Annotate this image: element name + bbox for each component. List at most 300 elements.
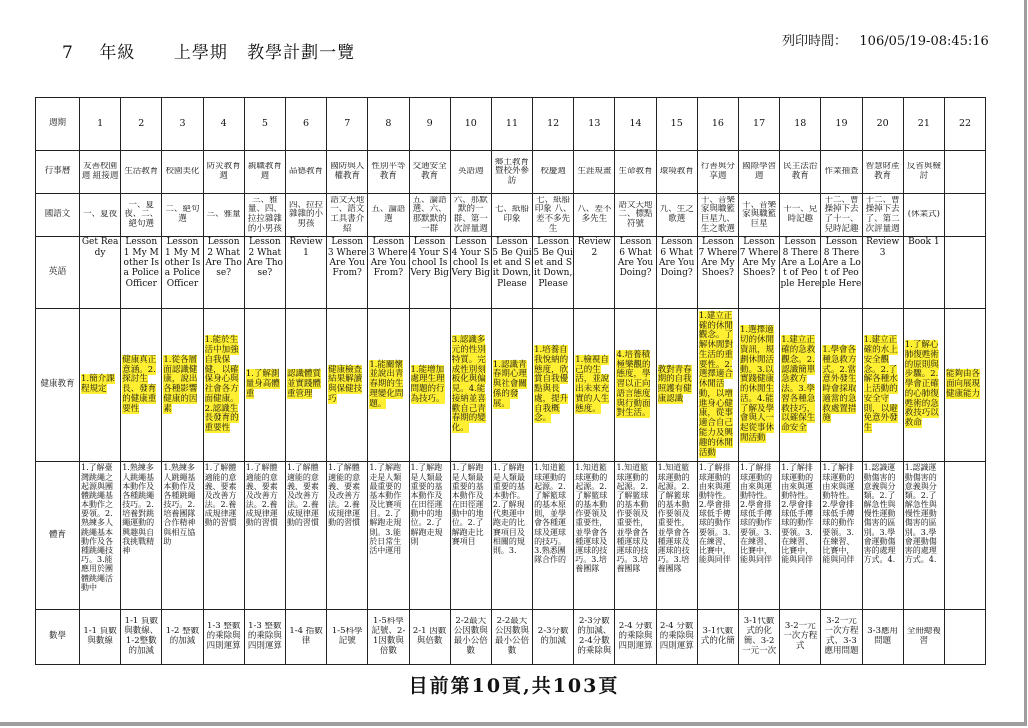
cell-text: 18	[794, 118, 807, 129]
table-cell	[491, 308, 532, 462]
table-cell	[409, 194, 450, 237]
cell-text: 九、生之歌選	[659, 205, 694, 225]
table-cell	[121, 237, 162, 309]
table-cell	[327, 151, 368, 194]
cell-text: 1.了解體適能的意義、要素及改善方法。2.養成規律運動的習慣	[286, 463, 319, 528]
cell-text: 1.從各層面認識健康，說出各種影響健康的因素	[163, 354, 198, 414]
table-cell	[862, 151, 903, 194]
cell-text: Lesson 4 Your School Is Very Big	[410, 237, 449, 279]
cell-text: 1.了解臺灣跳繩之起源與團體跳繩基本動作之要領。2.熟練多人跳繩基本動作及各種跳繩技巧。3.能應用於團體跳繩活動中	[81, 463, 113, 592]
table-cell	[656, 194, 697, 237]
table-cell	[697, 308, 738, 462]
table-row-week	[36, 98, 986, 151]
table-cell	[944, 98, 985, 151]
table-cell	[780, 98, 821, 151]
table-row-chin	[36, 194, 986, 237]
cell-text: 1	[97, 118, 104, 129]
cell-text: 8	[385, 118, 392, 129]
cell-text: 3	[179, 118, 186, 129]
table-cell	[121, 98, 162, 151]
row-label: 英語	[36, 237, 80, 309]
table-cell	[697, 462, 738, 609]
table-cell	[944, 308, 985, 462]
cell-text: 十、音樂家與職籃巨星九、生之歌選	[700, 195, 735, 234]
table-cell	[285, 98, 326, 151]
cell-text: 生涯規畫	[577, 167, 612, 177]
table-cell	[450, 237, 491, 309]
table-cell	[903, 98, 944, 151]
table-cell	[739, 308, 780, 462]
cell-text: 11	[505, 118, 519, 129]
table-cell	[739, 462, 780, 609]
table-cell	[80, 98, 121, 151]
table-cell	[697, 194, 738, 237]
cell-text: Lesson 7 Where Are My Shoes?	[739, 237, 779, 279]
cell-text: 1.了解排球運動的由來與運動特性。2.學會排球低手傳球的動作要領。3.在練習、比賽中，能與同伴	[822, 463, 855, 565]
row-label: 健康教育	[36, 308, 80, 462]
cell-text: 1.培養自我悅納的態度，欣賞自我優點與長處，提升自我概念。	[534, 345, 569, 424]
cell-text: 校慶週	[540, 167, 566, 177]
cell-text: 19	[835, 118, 848, 129]
table-cell	[533, 462, 574, 609]
table-cell	[80, 237, 121, 309]
table-cell	[203, 98, 244, 151]
cell-text: 7	[344, 118, 351, 129]
cell-text: 9	[426, 118, 433, 129]
cell-text: 2	[138, 118, 145, 129]
table-row-pe	[36, 462, 986, 609]
table-cell	[244, 237, 285, 309]
table-cell	[821, 98, 862, 151]
cell-text: 3-3應用問題	[867, 627, 898, 646]
cell-text: Lesson 8 There Are a Lot of People Here	[780, 237, 821, 289]
cell-text: 1.了解跑走是人類最重要的基本動作及比賽項目。2.了解跑走規則。3.能於日常生活中運用	[369, 463, 402, 556]
cell-text: 二、絕句選	[165, 205, 200, 225]
cell-text: 三、雅量、四、拉拉雜雜的小男孩	[247, 195, 282, 234]
cell-text: 五、論語選、六、那默默的一群	[412, 195, 447, 234]
cell-text: 親職教育週	[247, 162, 282, 182]
table-cell	[739, 98, 780, 151]
cell-text: 13	[588, 118, 601, 129]
table-cell	[491, 151, 532, 194]
cell-text: 1-5科學記號	[331, 627, 363, 646]
cell-text: 生命教育	[618, 167, 653, 177]
table-cell	[656, 151, 697, 194]
table-cell	[944, 462, 985, 609]
table-cell	[944, 194, 985, 237]
table-cell	[162, 462, 203, 609]
cell-text: 1.了解體適能的意義、要素及改善方法。2.養成規律運動的習慣	[245, 463, 278, 528]
cell-text: Lesson 5 Be Quiet and Sit Down, Please	[492, 237, 532, 289]
cell-text: 21	[917, 118, 930, 129]
cell-text: Review 2	[577, 237, 611, 258]
table-cell	[368, 462, 409, 609]
table-cell	[862, 98, 903, 151]
cell-text: 16	[711, 118, 724, 129]
table-cell	[821, 151, 862, 194]
cell-text: 七、紙船印象 八、差不多先生	[534, 195, 572, 234]
table-cell	[944, 609, 985, 664]
table-cell	[574, 308, 615, 462]
cell-text: 1-3 整數的乘除與四則運算	[247, 622, 282, 651]
table-cell	[409, 237, 450, 309]
cell-text: 1.了解排球運動的由來與運動特性。2.學會排球低手傳球的動作要領。3.在練習、比賽中，能與同伴	[698, 463, 731, 565]
table-cell	[244, 98, 285, 151]
table-cell	[121, 462, 162, 609]
table-cell	[615, 308, 656, 462]
cell-text: Lesson 3 Where Are You From?	[327, 237, 367, 279]
cell-text: 1.了解排球運動的由來與運動特性。2.學會排球低手傳球的動作要領。3.在練習、比賽中，能與同伴	[740, 463, 772, 565]
cell-text: 2-4 分數的乘除與四則運算	[618, 622, 653, 651]
cell-text: Lesson 7 Where Are My Shoes?	[698, 237, 738, 279]
table-cell	[780, 308, 821, 462]
cell-text: 1.熟練多人跳繩基本動作及各種跳繩技巧。2.培養團隊合作精神與相互協助	[163, 463, 196, 546]
cell-text: 1.認識運動傷害的意義與分類。2.了解急性與慢性運動傷害的區別。3.學會運動傷害的處理方式。4.	[904, 463, 937, 565]
table-cell	[739, 151, 780, 194]
table-cell	[409, 609, 450, 664]
table-cell	[203, 151, 244, 194]
cell-text: Lesson 8 There Are a Lot of People Here	[821, 237, 862, 289]
table-cell	[533, 237, 574, 309]
cell-text: 1-5科學記號、2-1因數與倍數	[371, 617, 406, 656]
cell-text: 4.培養積極樂觀的態度，學習以正向語言態度與行動面對生活。	[616, 349, 651, 419]
cell-text: 6	[303, 118, 310, 129]
table-cell	[656, 237, 697, 309]
table-cell	[862, 609, 903, 664]
cell-text: 1-3 整數的乘除與四則運算	[206, 622, 241, 651]
table-cell	[656, 308, 697, 462]
table-cell	[821, 308, 862, 462]
cell-text: 1.知道籃球運動的起源。2.了解籃球的基本動作要領及重要性，並學會各種運球及運球的技巧。3.培養團隊	[616, 463, 649, 574]
cell-text: 六、那默默的一群、第一次評量週	[453, 195, 488, 234]
cell-text: 行善與分享週	[700, 162, 735, 182]
table-cell	[409, 462, 450, 609]
table-cell	[821, 609, 862, 664]
cell-text: Review 3	[866, 237, 900, 258]
table-cell	[533, 151, 574, 194]
cell-text: 十一、兒時記趣	[783, 205, 818, 225]
table-cell	[368, 98, 409, 151]
cell-text: 校園美化	[165, 167, 200, 177]
cell-text: Lesson 3 Where Are You From?	[369, 237, 408, 279]
row-label: 國語文	[36, 194, 80, 237]
table-cell	[903, 308, 944, 462]
table-cell	[533, 308, 574, 462]
table-cell	[491, 194, 532, 237]
cell-text: 1.認識青春期心理與社會關係的發展。	[492, 359, 527, 409]
table-cell	[491, 609, 532, 664]
table-cell	[697, 237, 738, 309]
cell-text: 一、夏夜	[83, 210, 118, 220]
cell-text: 20	[876, 118, 889, 129]
cell-text: 14	[629, 118, 642, 129]
table-cell	[780, 237, 821, 309]
cell-text: Book 1	[908, 237, 940, 248]
cell-text: 健康檢查結果解讀與保健技巧	[328, 364, 363, 404]
table-cell	[162, 308, 203, 462]
page-counter: 目前第10頁,共103頁	[408, 675, 620, 697]
table-cell	[162, 609, 203, 664]
table-cell	[450, 462, 491, 609]
table-cell	[533, 98, 574, 151]
cell-text: 一、夏夜、二、絕句選	[124, 200, 159, 230]
cell-text: 作業抽查	[824, 167, 859, 177]
table-row-math	[36, 609, 986, 664]
table-cell	[739, 194, 780, 237]
cell-text: 性別平等教育	[371, 162, 406, 182]
cell-text: 反省與檢討	[906, 162, 941, 182]
cell-text: Lesson 6 What Are You Doing?	[617, 237, 654, 279]
table-cell	[80, 609, 121, 664]
table-cell	[697, 151, 738, 194]
table-row-eng	[36, 237, 986, 309]
cell-text: 三、雅量	[206, 210, 241, 220]
cell-text: 1.了解體適能的意義、要素及改善方法。2.養成規律運動的習慣	[204, 463, 237, 528]
cell-text: 1.建立正確的急救觀念。2.認識簡單急救方法。3.學習各種急救技巧，以確保生命安全	[781, 335, 816, 434]
table-cell	[368, 609, 409, 664]
cell-text: Review 1	[289, 237, 323, 258]
cell-text: 1-1 負數與數線、1-2整數的加減	[124, 617, 159, 656]
table-cell	[780, 609, 821, 664]
table-cell	[491, 98, 532, 151]
table-cell	[656, 609, 697, 664]
cell-text: (休業式)	[907, 210, 940, 220]
table-cell	[285, 237, 326, 309]
table-cell	[615, 151, 656, 194]
table-cell	[491, 237, 532, 309]
table-cell	[203, 237, 244, 309]
cell-text: 1-1 負數與數線	[83, 627, 117, 646]
cell-text: 2-4 分數的乘除與四則運算	[659, 622, 694, 651]
cell-text: Lesson 1 My Mother Is a Police Officer	[123, 237, 160, 289]
row-label: 體育	[36, 462, 80, 609]
table-cell	[780, 462, 821, 609]
table-cell	[903, 237, 944, 309]
cell-text: 民主法治教育	[783, 162, 818, 182]
table-cell	[656, 98, 697, 151]
table-cell	[285, 308, 326, 462]
cell-text: 1.簡介課程規定	[81, 374, 115, 395]
cell-text: 環境教育	[659, 167, 694, 177]
table-cell	[327, 237, 368, 309]
cell-text: 1.知道籃球運動的起源。2.了解籃球的基本原則，並學會各種運球及運球的技巧。3.熟悉團隊合作的	[534, 463, 567, 565]
cell-text: 2-2最大公因數與最小公倍數	[494, 617, 529, 656]
cell-text: 3-2一元一次方程式	[783, 622, 818, 651]
table-cell	[533, 609, 574, 664]
table-cell	[244, 609, 285, 664]
cell-text: 國防與人權教育	[330, 162, 365, 182]
cell-text: 1-2 整數的加減	[165, 627, 200, 646]
table-row-event	[36, 151, 986, 194]
table-cell	[409, 308, 450, 462]
table-cell	[574, 194, 615, 237]
table-cell	[368, 151, 409, 194]
table-cell	[574, 151, 615, 194]
table-cell	[780, 151, 821, 194]
table-cell	[862, 308, 903, 462]
cell-text: 1.學會各種急救方式。2.當意外發生時會採取適當的急救處置措施	[822, 345, 857, 424]
table-cell	[368, 194, 409, 237]
table-cell	[121, 308, 162, 462]
table-cell	[903, 609, 944, 664]
table-cell	[491, 462, 532, 609]
table-cell	[162, 194, 203, 237]
page-title: 7 年級 上學期 教學計劃一覽	[62, 43, 356, 63]
table-cell	[450, 609, 491, 664]
cell-text: Lesson 1 My Mother Is a Police Officer	[164, 237, 201, 289]
table-cell	[285, 151, 326, 194]
table-cell	[203, 194, 244, 237]
table-cell	[574, 462, 615, 609]
print-timestamp: 列印時間： 106/05/19-08:45:16	[782, 34, 989, 49]
table-row-health	[36, 308, 986, 462]
cell-text: 1.建立正確的水上安全觀念。2.了解各種水上活動的安全守則，以避免意外發生	[863, 335, 898, 434]
table-cell	[327, 194, 368, 237]
table-cell	[368, 237, 409, 309]
cell-text: Lesson 2 What Are Those?	[246, 237, 283, 279]
table-cell	[203, 308, 244, 462]
cell-text: Get Ready	[81, 237, 119, 258]
table-cell	[80, 194, 121, 237]
cell-text: 英語週	[458, 167, 484, 177]
cell-text: 國際學習週	[742, 162, 777, 182]
cell-text: 15	[670, 118, 683, 129]
table-cell	[697, 609, 738, 664]
table-cell	[121, 194, 162, 237]
cell-text: 七、紙船印象	[494, 205, 529, 225]
cell-text: 2-3分數的加減	[537, 627, 569, 646]
cell-text: 1.選擇適切的休閒資訊，規劃休閒活動。3.以實踐健康的休閒生活。4.能了解及學會與人一起從事休閒活動	[740, 325, 775, 443]
cell-text: 1.知道籃球運動的起源。2.了解籃球的基本動作要領及重要性，並學會各種運球及運球的技巧。3.培養團隊	[657, 463, 690, 574]
cell-text: 語文天地二、標點符號	[618, 200, 653, 230]
cell-text: 語文天地一、語文工具書介紹	[330, 195, 365, 234]
table-cell	[244, 462, 285, 609]
cell-text: 教對青春期的自我照護有健康認識	[657, 364, 692, 404]
table-cell	[162, 237, 203, 309]
cell-text: 3-1代數式的化簡	[700, 627, 735, 646]
table-cell	[162, 151, 203, 194]
cell-text: 1.了解跑是人類最重要的基本動作及在田徑運動中的地位。2.了解跑走比賽項目	[451, 463, 484, 546]
table-cell	[615, 194, 656, 237]
table-cell	[285, 462, 326, 609]
cell-text: 2-3分數的加減、2-4分數的乘除與	[577, 617, 612, 656]
cell-text: 認識體質並實踐體重管理	[286, 369, 321, 399]
cell-text: 1.能關懷並說出青春期的生理變化問題。	[369, 359, 404, 409]
cell-text: 2-2最大公因數與最小公倍數	[453, 617, 488, 656]
row-label: 數學	[36, 609, 80, 664]
cell-text: 12	[547, 118, 560, 129]
cell-text: 2-1 因數與倍數	[412, 627, 447, 646]
cell-text: 1.認識運動傷害的意義與分類。2.了解急性與慢性運動傷害的區別。3.學會運動傷害的處理方式。4.	[863, 463, 896, 565]
cell-text: 1.熟練多人跳繩基本動作及各種跳繩技巧。2.培養對跳繩運動的興趣與自我挑戰精神	[122, 463, 155, 556]
table-cell	[903, 151, 944, 194]
table-cell	[574, 609, 615, 664]
table-cell	[80, 151, 121, 194]
cell-text: 防災教育週	[206, 162, 241, 182]
cell-text: 4	[220, 118, 227, 129]
cell-text: 22	[958, 118, 972, 129]
cell-text: Lesson 6 What Are You Doing?	[659, 237, 695, 279]
cell-text: 10	[464, 118, 477, 129]
table-cell	[203, 609, 244, 664]
cell-text: 17	[753, 118, 766, 129]
table-cell	[697, 98, 738, 151]
cell-text: 能夠由各面向展現健康能力	[945, 369, 980, 399]
table-cell	[162, 98, 203, 151]
table-cell	[862, 462, 903, 609]
cell-text: 3-2一元一次方程式、3-3應用問題	[824, 617, 859, 656]
table-cell	[862, 194, 903, 237]
cell-text: 1.能增加處理生理問題的行為技巧。	[410, 364, 445, 404]
cell-text: 十二、曹操掉下去了十一、兒時記趣	[824, 195, 859, 234]
table-cell	[450, 98, 491, 151]
teaching-plan-table	[35, 97, 986, 665]
cell-text: Lesson 5 Be Quiet and Sit Down, Please	[533, 237, 573, 289]
table-cell	[327, 609, 368, 664]
cell-text: 5	[261, 118, 268, 129]
cell-text: 全冊總複習	[906, 627, 941, 646]
cell-text: 1.檢視自己的生活，並說出未來充實的人生態度。	[575, 354, 610, 414]
cell-text: 1.了解排球運動的由來與運動特性。2.學會排球低手傳球的動作要領。3.在練習、比賽中，能與同伴	[781, 463, 814, 565]
table-cell	[244, 194, 285, 237]
table-cell	[244, 308, 285, 462]
table-cell	[409, 151, 450, 194]
table-cell	[615, 609, 656, 664]
cell-text: 3-1代數式的化簡、3-2一元一次	[742, 617, 777, 656]
table-cell	[121, 609, 162, 664]
cell-text: 1.建立正確的休閒觀念。了解休閒對生活的重要性。2.選擇適合休閒活動，以增進身心健康，從事適合自己能力及興趣的休閒活動	[698, 310, 733, 458]
cell-text: 1-4 指數律	[289, 627, 323, 646]
cell-text: Lesson 2 What Are Those?	[205, 237, 242, 279]
cell-text: 1.了解體適能的意義、要素及改善方法。2.養成規律運動的習慣	[328, 463, 361, 528]
table-cell	[327, 308, 368, 462]
cell-text: 生活教育	[124, 167, 159, 177]
table-cell	[327, 462, 368, 609]
cell-text: 1.了解跑是人類最重要的基本動作及在田徑運動中的地位。2.了解跑走規則	[410, 463, 443, 546]
cell-text: 友善校園週 組接週	[81, 162, 119, 182]
table-cell	[821, 462, 862, 609]
table-cell	[656, 462, 697, 609]
table-cell	[80, 462, 121, 609]
cell-text: 鄉土教育暨校外參訪	[494, 157, 529, 187]
cell-text: 1.了解跑是人類最重要的基本動作。2.了解現代奧運中跑走的比賽項目及相關的規則。3.	[492, 463, 525, 556]
table-cell	[285, 194, 326, 237]
table-cell	[368, 308, 409, 462]
table-cell	[944, 237, 985, 309]
table-cell	[780, 194, 821, 237]
cell-text: 健康真正意涵。2.探討生長、發育的健康重要性	[122, 354, 157, 414]
cell-text: 智慧財產教育	[865, 162, 900, 182]
table-cell	[450, 151, 491, 194]
table-cell	[450, 194, 491, 237]
table-cell	[533, 194, 574, 237]
cell-text: 十二、曹操掉下去了、第二次評量週	[865, 195, 900, 234]
table-cell	[739, 237, 780, 309]
cell-text: Lesson 4 Your School Is Very Big	[451, 237, 491, 279]
table-cell	[739, 609, 780, 664]
table-cell	[821, 194, 862, 237]
table-cell	[944, 151, 985, 194]
table-cell	[574, 237, 615, 309]
cell-text: 品德教育	[289, 167, 324, 177]
cell-text: 交通安全教育	[412, 162, 447, 182]
table-cell	[244, 151, 285, 194]
table-cell	[574, 98, 615, 151]
cell-text: 1.了解測量身高體重	[245, 369, 280, 399]
table-cell	[285, 609, 326, 664]
table-cell	[450, 308, 491, 462]
table-cell	[821, 237, 862, 309]
